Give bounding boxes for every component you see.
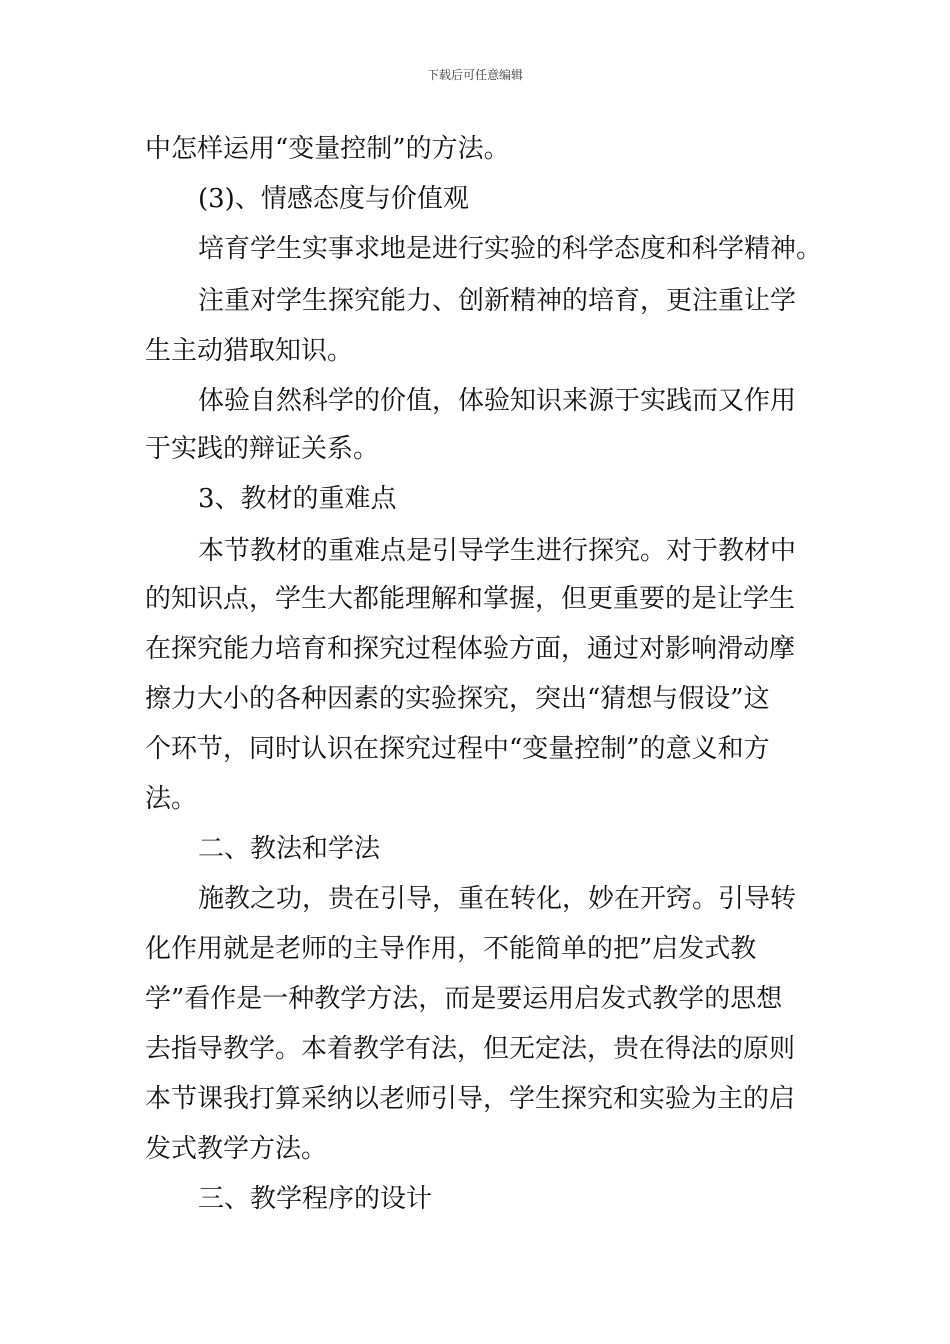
body-line: 的知识点，学生大都能理解和掌握，但更重要的是让学生 — [145, 584, 796, 614]
body-line: 学”看作是一种教学方法，而是要运用启发式教学的思想 — [145, 984, 783, 1014]
body-line: 生主动猎取知识。 — [145, 336, 354, 366]
body-line: 注重对学生探究能力、创新精神的培育，更注重让学 — [198, 286, 797, 316]
body-line: 施教之功，贵在引导，重在转化，妙在开窍。引导转 — [198, 884, 797, 914]
body-line: 中怎样运用“变量控制”的方法。 — [145, 134, 510, 164]
section-heading: 三、教学程序的设计 — [198, 1184, 433, 1214]
body-line: 培育学生实事求地是进行实验的科学态度和科学精神。 — [198, 234, 823, 264]
body-line: 法。 — [145, 784, 198, 814]
page-header: 下载后可任意编辑 — [426, 68, 523, 82]
body-line: 于实践的辩证关系。 — [145, 434, 380, 464]
body-line: 擦力大小的各种因素的实验探究，突出“猜想与假设”这 — [145, 684, 770, 714]
body-line: 本节课我打算采纳以老师引导，学生探究和实验为主的启 — [145, 1084, 796, 1114]
body-line: 个环节，同时认识在探究过程中“变量控制”的意义和方 — [145, 734, 770, 764]
body-line: 体验自然科学的价值，体验知识来源于实践而又作用 — [198, 386, 797, 416]
body-line: 本节教材的重难点是引导学生进行探究。对于教材中 — [198, 536, 797, 566]
body-line: 在探究能力培育和探究过程体验方面，通过对影响滑动摩 — [145, 634, 796, 664]
body-line: 去指导教学。本着教学有法，但无定法，贵在得法的原则 — [145, 1034, 796, 1064]
body-line: 化作用就是老师的主导作用，不能简单的把”启发式教 — [145, 934, 757, 964]
section-heading: 二、教法和学法 — [198, 834, 381, 864]
section-heading: 3、教材的重难点 — [198, 484, 397, 514]
section-heading: (3)、情感态度与价值观 — [198, 184, 469, 214]
body-line: 发式教学方法。 — [145, 1134, 328, 1164]
